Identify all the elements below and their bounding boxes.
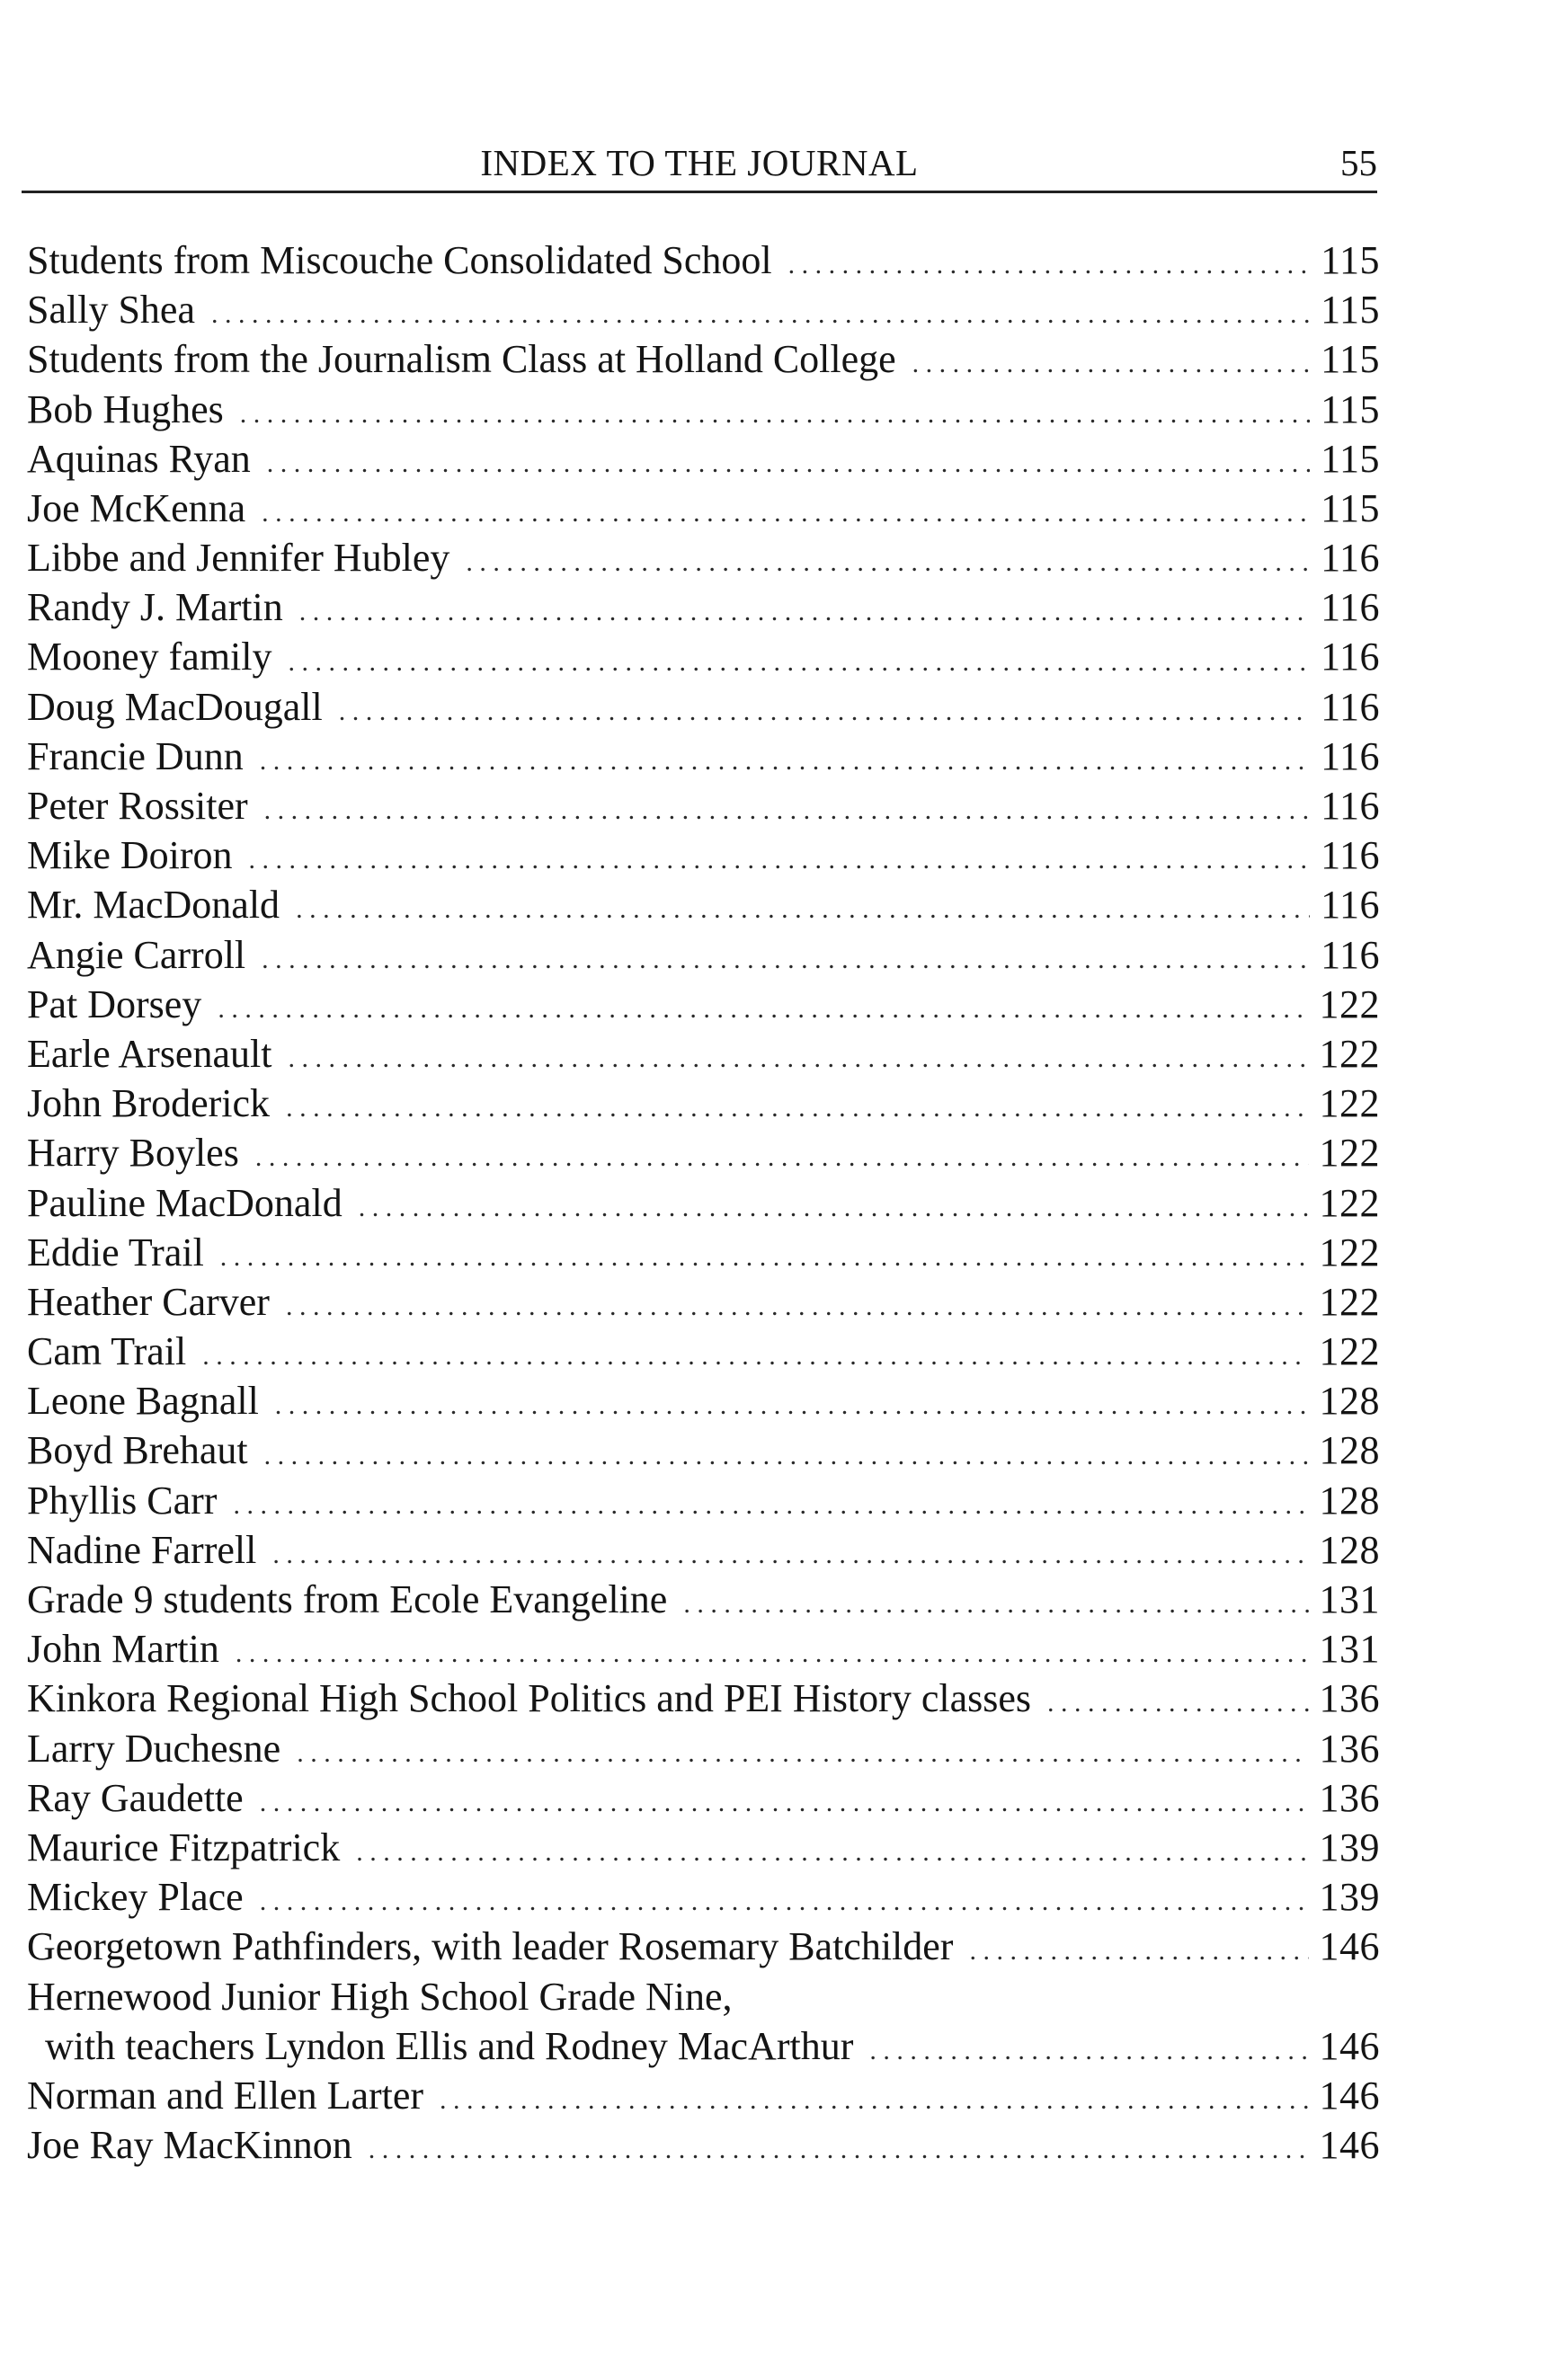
index-entry <box>27 930 1380 980</box>
dot-leader <box>267 434 1310 484</box>
index-entry <box>27 781 1380 830</box>
index-entry-name: Hernewood Junior High School Grade Nine, <box>27 1974 733 2019</box>
index-entry <box>27 285 1380 334</box>
index-entry-name: Georgetown Pathfinders, with leader Rosemary Batchilder <box>27 1924 954 1969</box>
index-entry-page: 146 <box>1319 2023 1380 2068</box>
dot-leader <box>683 1575 1308 1624</box>
dot-leader <box>260 1773 1309 1823</box>
index-entry <box>27 1029 1380 1079</box>
index-entry-page: 116 <box>1321 833 1380 878</box>
index-entry-page: 122 <box>1319 1329 1380 1374</box>
dot-leader <box>289 633 1311 682</box>
dot-leader <box>262 484 1310 533</box>
dot-leader <box>356 1823 1308 1872</box>
dot-leader <box>262 930 1310 980</box>
index-entry-name: Pat Dorsey <box>27 981 202 1026</box>
index-entry <box>27 1724 1380 1773</box>
dot-leader <box>912 334 1310 384</box>
index-entry <box>27 484 1380 533</box>
index-entry-name: Joe Ray MacKinnon <box>27 2123 352 2168</box>
index-entry-page: 116 <box>1321 536 1380 581</box>
index-entry-name: Boyd Brehaut <box>27 1428 248 1473</box>
index-entry <box>27 2071 1380 2120</box>
index-entry <box>27 582 1380 632</box>
index-entry-name: Maurice Fitzpatrick <box>27 1825 341 1869</box>
dot-leader <box>339 682 1310 732</box>
index-entry <box>27 682 1380 732</box>
index-entry <box>27 1773 1380 1823</box>
index-entry-name: Larry Duchesne <box>27 1726 281 1771</box>
running-header <box>22 135 1377 191</box>
index-entry-name: Leone Bagnall <box>27 1379 259 1424</box>
index-entry <box>27 2120 1380 2170</box>
dot-leader <box>275 1376 1309 1425</box>
index-entry-name: Earle Arsenault <box>27 1031 272 1076</box>
dot-leader <box>440 2071 1308 2120</box>
index-entry-name: Bob Hughes <box>27 386 224 431</box>
index-entry-page: 122 <box>1319 1180 1380 1225</box>
dot-leader <box>211 285 1310 334</box>
dot-leader <box>202 1327 1308 1376</box>
index-entry-page: 122 <box>1319 1279 1380 1324</box>
dot-leader <box>264 781 1310 830</box>
index-entry-page: 146 <box>1319 2123 1380 2168</box>
dot-leader <box>296 880 1310 929</box>
dot-leader <box>297 1724 1308 1773</box>
index-entry-name: Cam Trail <box>27 1329 187 1374</box>
index-entry-page: 131 <box>1319 1627 1380 1672</box>
index-entry-page: 115 <box>1321 288 1380 333</box>
index-entry-page: 131 <box>1319 1577 1380 1622</box>
index-entry-name: Libbe and Jennifer Hubley <box>27 536 450 581</box>
dot-leader <box>249 830 1311 880</box>
index-entry <box>27 1575 1380 1624</box>
index-entry-page: 146 <box>1319 2073 1380 2118</box>
running-header-title: INDEX TO THE JOURNAL <box>480 142 919 183</box>
index-entry-page: 116 <box>1321 684 1380 729</box>
index-entry <box>27 1178 1380 1228</box>
index-entry-page: 115 <box>1321 386 1380 431</box>
index-entry-page: 139 <box>1319 1825 1380 1869</box>
index-entry-page: 136 <box>1319 1726 1380 1771</box>
index-entry-page: 115 <box>1321 436 1380 481</box>
index-entry-name: Kinkora Regional High School Politics and PEI History classes <box>27 1676 1031 1721</box>
dot-leader <box>466 533 1310 582</box>
index-entry <box>27 1228 1380 1277</box>
index-entry-continuation: with teachers Lyndon Ellis and Rodney MacArthur <box>45 2023 854 2068</box>
index-entry-name: Francie Dunn <box>27 733 244 778</box>
index-entry-page: 122 <box>1319 1081 1380 1126</box>
index-entry <box>27 1277 1380 1327</box>
dot-leader <box>233 1476 1308 1525</box>
dot-leader <box>240 385 1310 434</box>
index-entry-page: 116 <box>1321 784 1380 829</box>
index-entry-page: 115 <box>1321 337 1380 382</box>
index-entry-name: Sally Shea <box>27 288 195 333</box>
index-entry <box>27 334 1380 384</box>
index-entry <box>27 1476 1380 1525</box>
index-entry-page: 122 <box>1319 1230 1380 1274</box>
dot-leader <box>260 1872 1309 1922</box>
index-entry-name: Randy J. Martin <box>27 585 283 630</box>
index-entry-page: 122 <box>1319 1031 1380 1076</box>
index-entry-name: Joe McKenna <box>27 485 246 530</box>
index-entry <box>27 1327 1380 1376</box>
index-entry-page: 128 <box>1319 1527 1380 1572</box>
dot-leader <box>260 732 1310 781</box>
index-entry-page: 116 <box>1321 635 1380 679</box>
index-entry <box>27 1079 1380 1128</box>
index-entry <box>27 732 1380 781</box>
index-entry <box>27 880 1380 929</box>
index-entry-name: Ray Gaudette <box>27 1775 244 1820</box>
index-entry-name: Mooney family <box>27 635 272 679</box>
index-entry <box>27 1922 1380 1971</box>
header-rule <box>22 191 1377 193</box>
index-entry-page: 128 <box>1319 1379 1380 1424</box>
index-entry-name: Angie Carroll <box>27 932 246 977</box>
dot-leader <box>788 235 1311 285</box>
index-entry-name: Peter Rossiter <box>27 784 248 829</box>
dot-leader <box>869 2021 1308 2071</box>
index-entry-name: Norman and Ellen Larter <box>27 2073 424 2118</box>
index-entry-page: 116 <box>1321 932 1380 977</box>
index-entry <box>27 980 1380 1029</box>
index-entry <box>27 385 1380 434</box>
dot-leader <box>969 1922 1308 1971</box>
index-entry-page: 116 <box>1321 883 1380 928</box>
index-entry <box>27 1674 1380 1723</box>
index-entry-name: Phyllis Carr <box>27 1478 218 1523</box>
index-entry-name: Aquinas Ryan <box>27 436 251 481</box>
dot-leader <box>264 1426 1309 1476</box>
index-entry-page: 115 <box>1321 237 1380 282</box>
index-entry <box>27 830 1380 880</box>
dot-leader <box>218 980 1308 1029</box>
index-entry <box>27 533 1380 582</box>
index-entry <box>27 235 1380 285</box>
index-entry-name: Mike Doiron <box>27 833 233 878</box>
index-entry <box>27 2021 1380 2071</box>
index-entry-page: 136 <box>1319 1775 1380 1820</box>
index-entry-page: 146 <box>1319 1924 1380 1969</box>
index-entry <box>27 1823 1380 1872</box>
index-entry-page: 139 <box>1319 1875 1380 1920</box>
index-entry-page: 128 <box>1319 1478 1380 1523</box>
index-entry-name: John Broderick <box>27 1081 271 1126</box>
index-entry-name: Mickey Place <box>27 1875 244 1920</box>
page-number: 55 <box>1340 142 1377 183</box>
index-entry-page: 116 <box>1321 733 1380 778</box>
index-entry-page: 116 <box>1321 585 1380 630</box>
index-entry-name: Doug MacDougall <box>27 684 323 729</box>
index-entry <box>27 633 1380 682</box>
dot-leader <box>236 1624 1309 1674</box>
index-entry-name: Mr. MacDonald <box>27 883 280 928</box>
index-entry <box>27 1426 1380 1476</box>
dot-leader <box>299 582 1310 632</box>
index-entry-name: Pauline MacDonald <box>27 1180 343 1225</box>
dot-leader <box>272 1525 1308 1575</box>
index-entry-name: John Martin <box>27 1627 219 1672</box>
index-entry <box>27 434 1380 484</box>
index-entry-name: Students from Miscouche Consolidated School <box>27 237 772 282</box>
index-entry-name: Eddie Trail <box>27 1230 204 1274</box>
dot-leader <box>288 1029 1308 1079</box>
index-entry-list <box>27 235 1380 2170</box>
index-entry-name: Nadine Farrell <box>27 1527 257 1572</box>
index-entry-page: 122 <box>1319 1131 1380 1176</box>
dot-leader <box>369 2120 1309 2170</box>
index-entry <box>27 1872 1380 1922</box>
index-entry-page: 115 <box>1321 485 1380 530</box>
dot-leader <box>286 1277 1309 1327</box>
index-entry-page: 122 <box>1319 981 1380 1026</box>
index-entry <box>27 1128 1380 1177</box>
index-entry-name: Heather Carver <box>27 1279 270 1324</box>
index-entry-page: 128 <box>1319 1428 1380 1473</box>
dot-leader <box>1047 1674 1309 1723</box>
dot-leader <box>286 1079 1308 1128</box>
index-entry-page: 136 <box>1319 1676 1380 1721</box>
index-entry <box>27 1525 1380 1575</box>
dot-leader <box>220 1228 1309 1277</box>
index-entry <box>27 1376 1380 1425</box>
index-entry <box>27 1624 1380 1674</box>
index-entry-name: Grade 9 students from Ecole Evangeline <box>27 1577 668 1622</box>
index-entry-name: Students from the Journalism Class at Holland College <box>27 337 896 382</box>
index-entry-name: Harry Boyles <box>27 1131 239 1176</box>
dot-leader <box>255 1128 1309 1177</box>
dot-leader <box>359 1178 1309 1228</box>
